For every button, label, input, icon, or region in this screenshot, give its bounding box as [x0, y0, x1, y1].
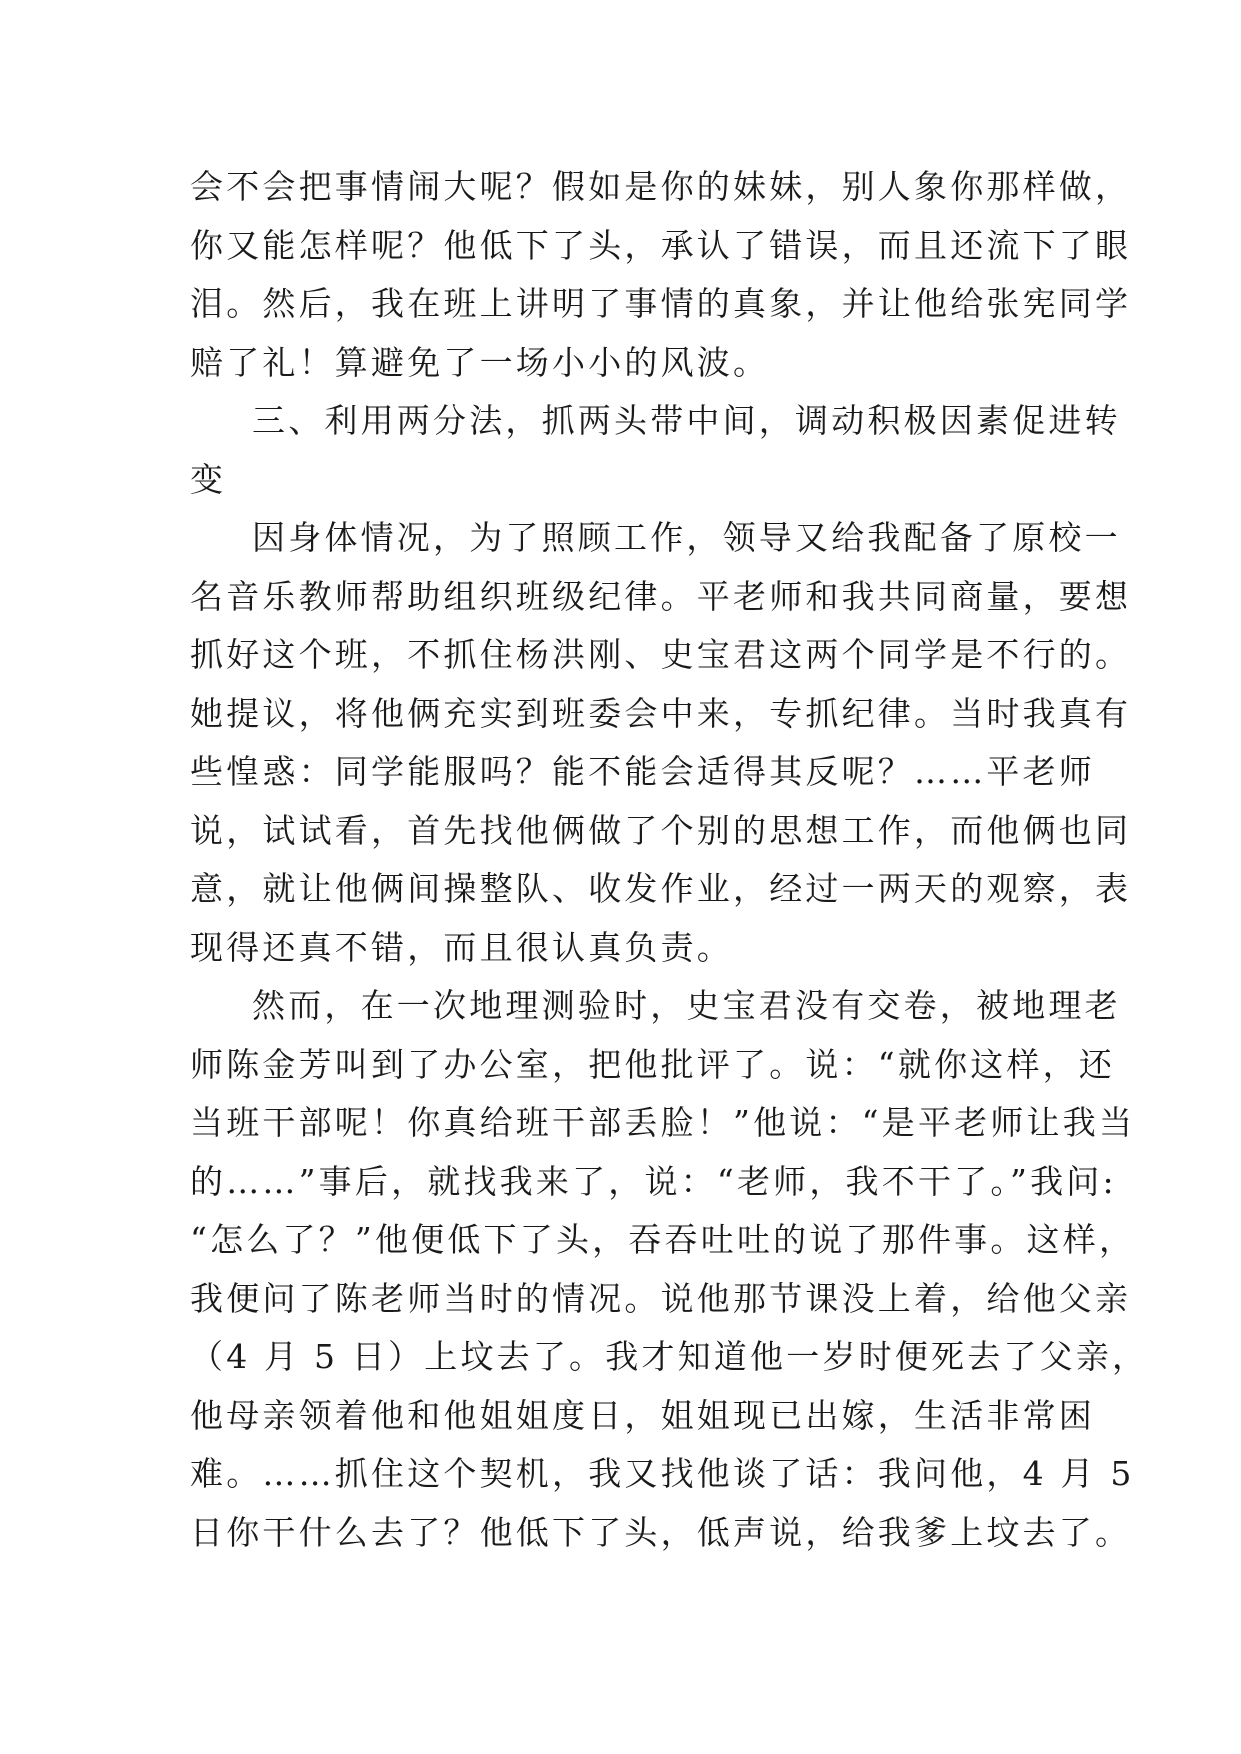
text-line: “怎么了？”他便低下了头，吞吞吐吐的说了那件事。这样， — [190, 1220, 1136, 1259]
text-line: 赔了礼！算避免了一场小小的风波。 — [190, 342, 770, 382]
text-line: 说，试试看，首先找他俩做了个别的思想工作，而他俩也同 — [190, 810, 1132, 850]
text-line: 抓好这个班，不抓住杨洪刚、史宝君这两个同学是不行的。 — [190, 635, 1132, 674]
text-line: 师陈金芳叫到了办公室，把他批评了。说：“就你这样，还 — [190, 1044, 1116, 1084]
text-line: 泪。然后，我在班上讲明了事情的真象，并让他给张宪同学 — [190, 284, 1132, 323]
text-line: 当班干部呢！你真给班干部丢脸！”他说：“是平老师让我当 — [190, 1103, 1136, 1142]
text-line: 然而，在一次地理测验时，史宝君没有交卷，被地理老 — [252, 986, 1121, 1025]
text-line: 意，就让他俩间操整队、收发作业，经过一两天的观察，表 — [190, 869, 1132, 908]
text-line: （4 月 5 日）上坟去了。我才知道他一岁时便死去了父亲， — [190, 1337, 1149, 1376]
text-line: 的……”事后，就找我来了，说：“老师，我不干了。”我问: — [190, 1161, 1117, 1201]
text-line: 三、利用两分法，抓两头带中间，调动积极因素促进转 — [252, 401, 1121, 440]
text-line: 她提议，将他俩充实到班委会中来，专抓纪律。当时我真有 — [190, 693, 1132, 733]
text-line: 你又能怎样呢？他低下了头，承认了错误，而且还流下了眼 — [190, 225, 1132, 265]
text-line: 日你干什么去了？他低下了头，低声说，给我爹上坟去了。 — [190, 1512, 1132, 1552]
text-line: 他母亲领着他和他姐姐度日，姐姐现已出嫁，生活非常困 — [190, 1395, 1095, 1435]
text-line: 些惶惑：同学能服吗？能不能会适得其反呢？……平老师 — [190, 752, 1095, 791]
text-line: 难。……抓住这个契机，我又找他谈了话：我问他，4 月 5 — [190, 1454, 1135, 1493]
text-line: 变 — [190, 459, 227, 499]
text-line: 名音乐教师帮助组织班级纪律。平老师和我共同商量，要想 — [190, 576, 1132, 616]
text-line: 我便问了陈老师当时的情况。说他那节课没上着，给他父亲 — [190, 1278, 1132, 1318]
text-line: 会不会把事情闹大呢？假如是你的妹妹，别人象你那样做， — [190, 167, 1132, 206]
text-line: 现得还真不错，而且很认真负责。 — [190, 927, 733, 967]
body-text — [190, 158, 1149, 1562]
text-line: 因身体情况，为了照顾工作，领导又给我配备了原校一 — [252, 518, 1121, 557]
